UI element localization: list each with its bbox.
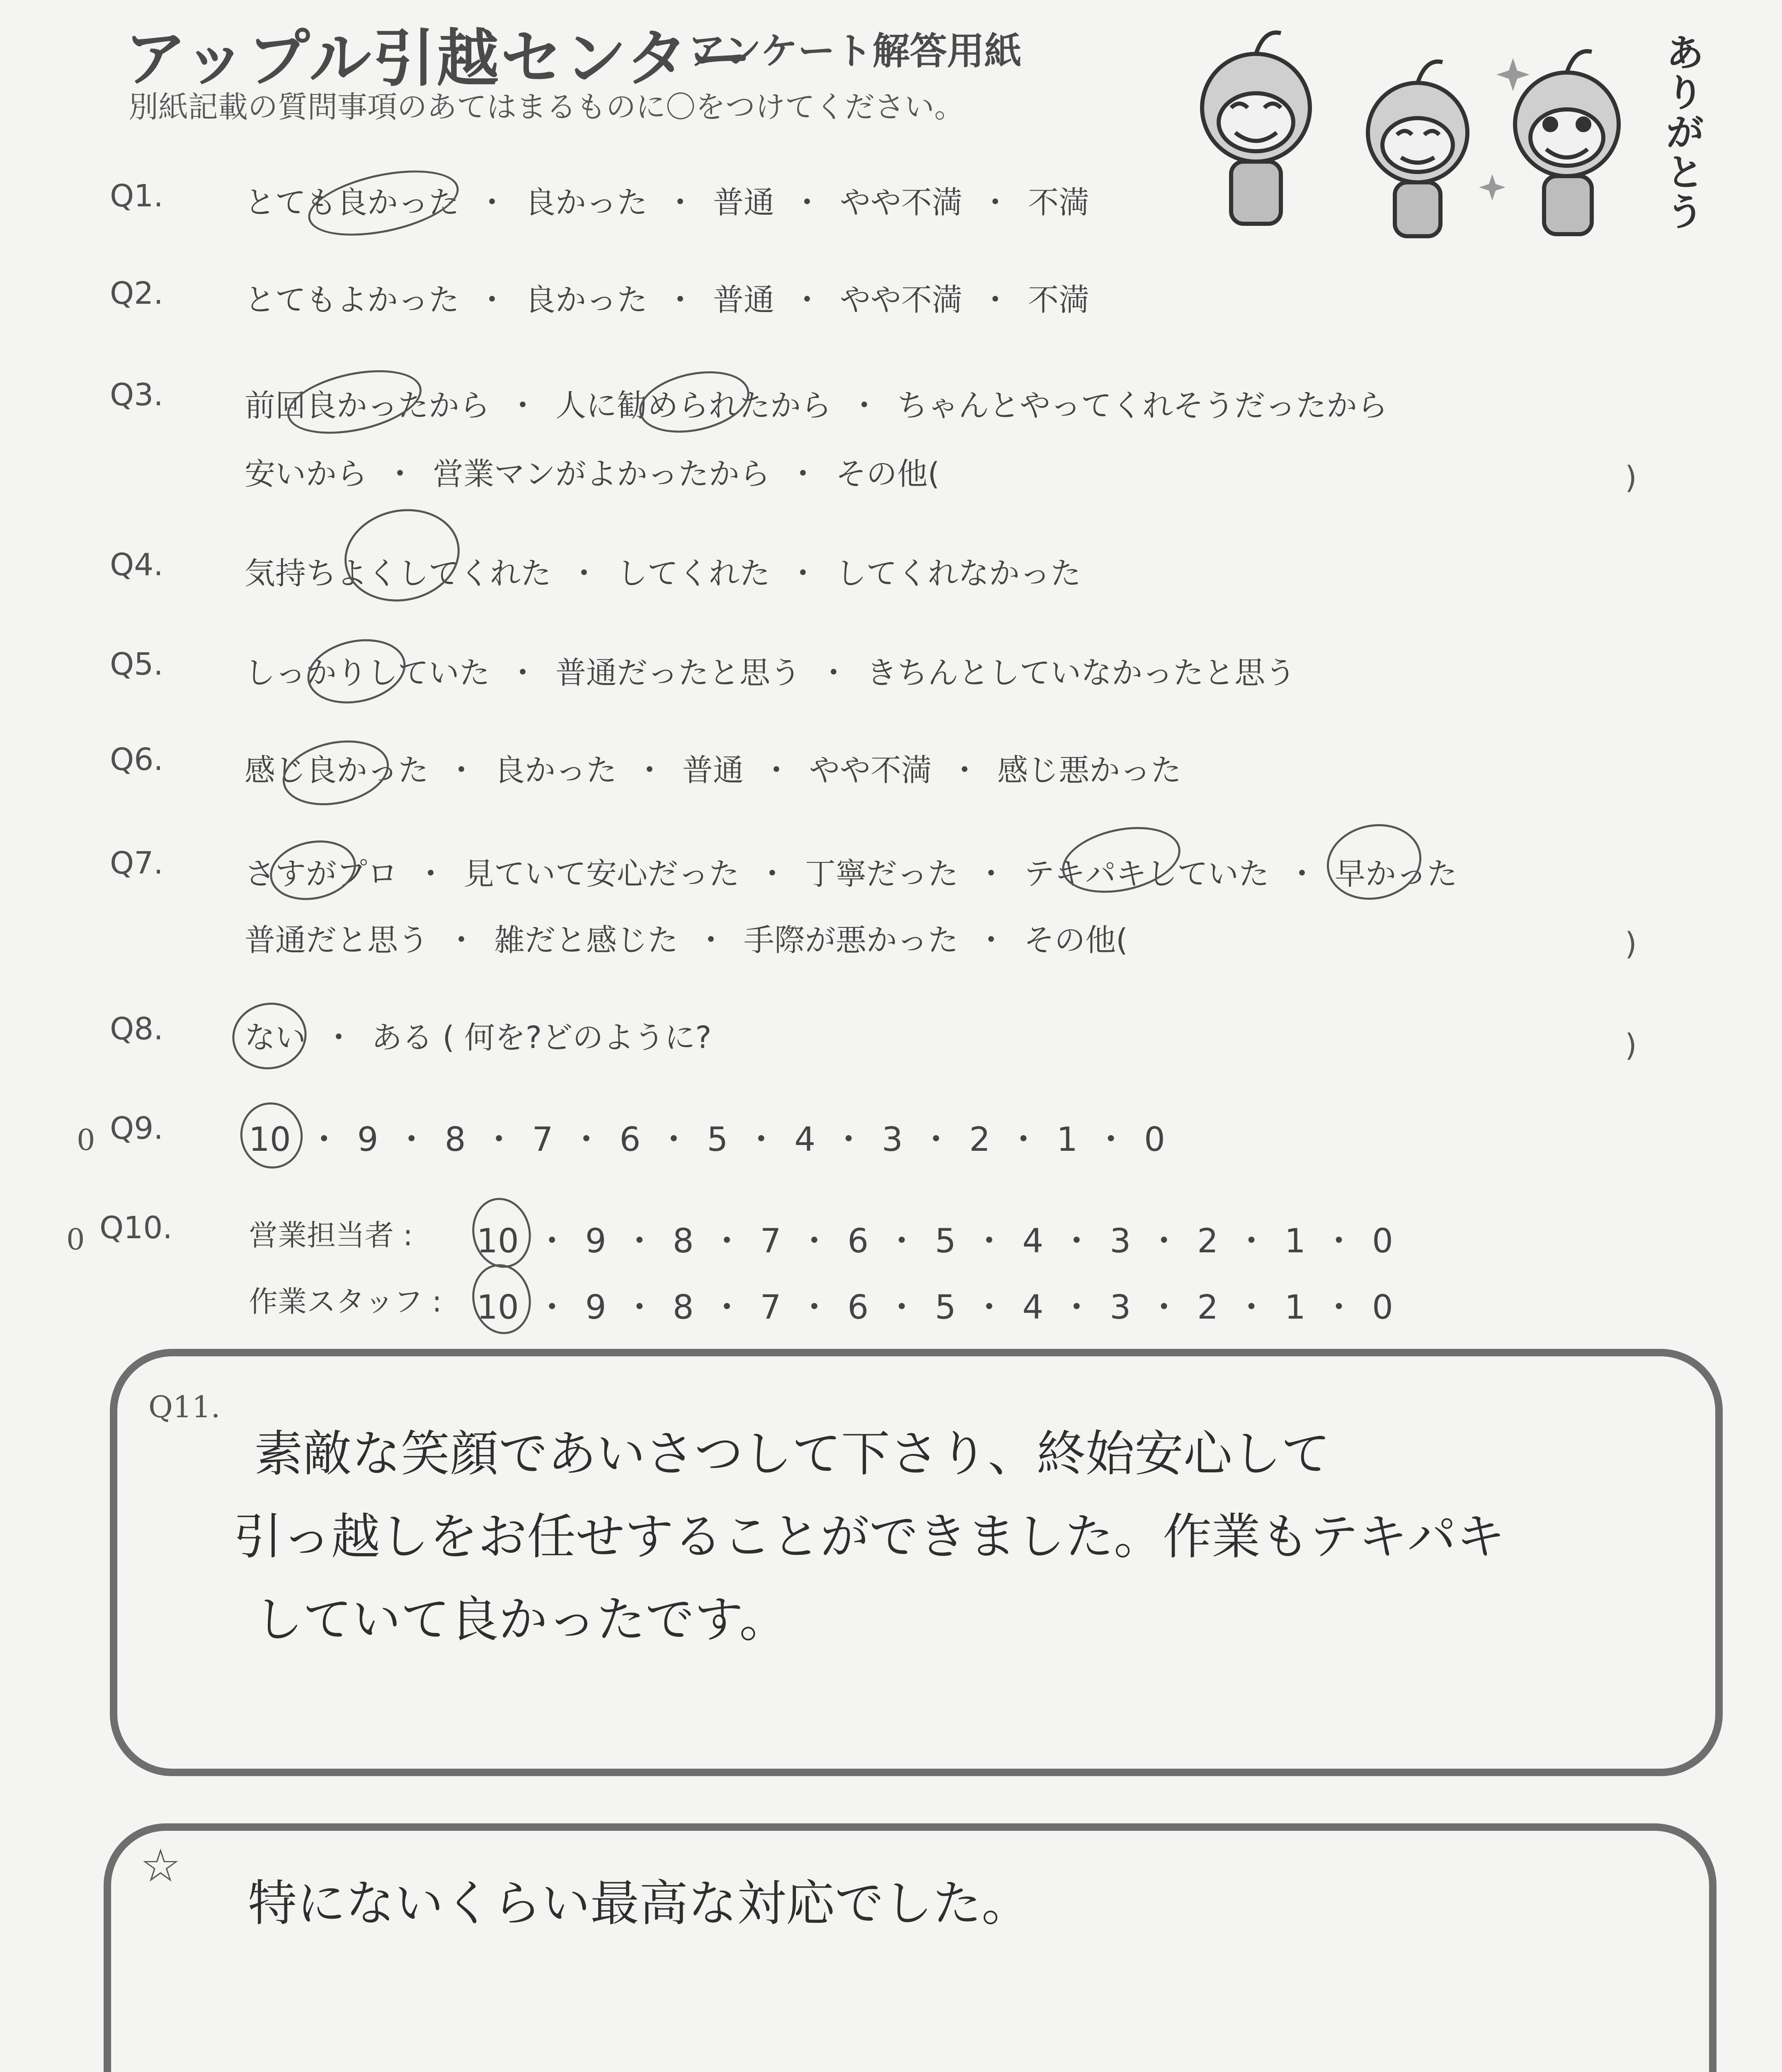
q3-option[interactable]: ちゃんとやってくれそうだったから	[897, 388, 1388, 424]
q9-score[interactable]: 6	[619, 1120, 641, 1159]
q9-score[interactable]: 0	[1144, 1120, 1165, 1159]
q10-label: Q10.	[99, 1210, 172, 1246]
q11-comment-box[interactable]	[110, 1349, 1723, 1776]
q3-options-line2: 安いから ・ 営業マンがよかったから ・ その他(	[245, 456, 940, 492]
q10-staff-score[interactable]: 8	[672, 1288, 694, 1326]
q10-staff-score[interactable]: 6	[847, 1288, 869, 1326]
extra-comment-text: 特にないくらい最高な対応でした。	[248, 1875, 1031, 1932]
q7-option[interactable]: 早かった	[1335, 856, 1457, 892]
q10-sales-score[interactable]: 6	[847, 1222, 869, 1260]
q3-label: Q3.	[110, 377, 163, 413]
instruction-text: 別紙記載の質問事項のあてはまるものに〇をつけてください。	[128, 90, 965, 124]
monkey-mascots-illustration	[1152, 25, 1704, 240]
q4-options: 気持ちよくしてくれた ・ してくれた ・ してくれなかった	[245, 556, 1081, 591]
q10-staff-score[interactable]: 2	[1197, 1288, 1219, 1326]
q3-option[interactable]: 営業マンがよかったから	[433, 456, 770, 492]
q10-sales-score[interactable]: 5	[935, 1222, 956, 1260]
extra-comment-box[interactable]	[104, 1823, 1717, 2072]
q6-options: 感じ良かった ・ 良かった ・ 普通 ・ やや不満 ・ 感じ悪かった	[245, 753, 1181, 788]
q11-comment-line: していて良かったです。	[254, 1591, 788, 1648]
q3-selection-circle	[281, 359, 427, 445]
q1-option[interactable]: とても良かった	[245, 185, 459, 220]
q6-option[interactable]: 良かった	[494, 753, 617, 788]
q10-sales-score[interactable]: 10	[477, 1222, 519, 1260]
q2-label: Q2.	[110, 276, 163, 311]
q7-option[interactable]: さすがプロ	[245, 856, 398, 892]
q11-comment-line: 素敵な笑顔であいさつして下さり、終始安心して	[254, 1425, 1331, 1482]
q7-option[interactable]: テキパキしていた	[1024, 856, 1269, 892]
q7-paren-close: )	[1625, 926, 1637, 962]
q5-option[interactable]: しっかりしていた	[245, 655, 490, 691]
q10-sales-score[interactable]: 4	[1022, 1222, 1044, 1260]
q8-selection-circle	[226, 996, 313, 1076]
q4-option[interactable]: 気持ちよくしてくれた	[245, 556, 551, 591]
q10-sales-score[interactable]: 3	[1110, 1222, 1131, 1260]
q3-paren-close: )	[1625, 460, 1637, 496]
q2-options: とてもよかった ・ 良かった ・ 普通 ・ やや不満 ・ 不満	[245, 282, 1089, 318]
q9-label: Q9.	[110, 1111, 163, 1146]
q5-selection-circle	[301, 631, 412, 712]
q10-staff-score[interactable]: 3	[1110, 1288, 1131, 1326]
q4-selection-circle	[336, 499, 468, 612]
q1-option[interactable]: やや不満	[840, 185, 963, 220]
q6-option[interactable]: 感じ良かった	[245, 753, 429, 788]
q10-staff-score[interactable]: 7	[760, 1288, 781, 1326]
q6-option[interactable]: 普通	[682, 753, 744, 788]
q5-label: Q5.	[110, 646, 163, 682]
q10-staff-score[interactable]: 4	[1022, 1288, 1044, 1326]
q1-options: とても良かった ・ 良かった ・ 普通 ・ やや不満 ・ 不満	[245, 185, 1089, 220]
q3-option[interactable]: その他(	[836, 456, 940, 492]
q3-option[interactable]: 人に勧められたから	[555, 388, 832, 424]
q10-staff-score[interactable]: 9	[585, 1288, 606, 1326]
q10-sales-label: 営業担当者 :	[249, 1218, 413, 1252]
q1-selection-circle	[302, 159, 464, 247]
q6-option[interactable]: やや不満	[809, 753, 932, 788]
company-name: アップル引越センター	[124, 23, 754, 95]
q7-option[interactable]: 見ていて安心だった	[463, 856, 739, 892]
q2-option[interactable]: 普通	[713, 282, 774, 318]
q10-sales-score[interactable]: 8	[672, 1222, 694, 1260]
q9-score[interactable]: 8	[444, 1120, 466, 1159]
q2-option[interactable]: とてもよかった	[245, 282, 459, 318]
q3-option[interactable]: 安いから	[245, 456, 367, 492]
q7-selection-circle	[1320, 816, 1428, 908]
q7-options-line2: 普通だと思う ・ 雑だと感じた ・ 手際が悪かった ・ その他(	[245, 922, 1128, 958]
mascot-thanks-text: ありがとう	[1666, 31, 1704, 234]
q9-score[interactable]: 7	[532, 1120, 553, 1159]
q10-staff-score[interactable]: 5	[935, 1288, 956, 1326]
q10-staff-label: 作業スタッフ :	[249, 1285, 442, 1319]
q10-staff-score[interactable]: 10	[477, 1288, 519, 1326]
q9-mark: 0	[77, 1123, 95, 1157]
q10-staff-scale: 10 ・ 9 ・ 8 ・ 7 ・ 6 ・ 5 ・ 4 ・ 3 ・ 2 ・ 1 ・ 0	[477, 1288, 1393, 1326]
q10-sales-score[interactable]: 9	[585, 1222, 606, 1260]
q6-label: Q6.	[110, 742, 163, 777]
q8-option[interactable]: ある ( 何を?どのように?	[371, 1020, 712, 1055]
q10-sales-score[interactable]: 1	[1285, 1222, 1306, 1260]
q9-score[interactable]: 3	[882, 1120, 903, 1159]
q5-option[interactable]: きちんとしていなかったと思う	[866, 655, 1296, 691]
q10-staff-score[interactable]: 0	[1372, 1288, 1393, 1326]
q7-option[interactable]: 普通だと思う	[245, 922, 429, 958]
q3-option[interactable]: 前回良かったから	[245, 388, 490, 424]
q3-options-line1: 前回良かったから ・ 人に勧められたから ・ ちゃんとやってくれそうだったから	[245, 388, 1388, 424]
q7-selection-circle	[264, 833, 362, 908]
q11-label: Q11.	[148, 1389, 221, 1424]
q1-option[interactable]: 不満	[1028, 185, 1089, 220]
q2-option[interactable]: 不満	[1028, 282, 1089, 318]
q3-selection-circle	[633, 362, 755, 442]
q9-score[interactable]: 5	[707, 1120, 728, 1159]
q9-score[interactable]: 10	[249, 1120, 291, 1159]
q8-options: ない ・ ある ( 何を?どのように?	[245, 1020, 712, 1055]
q6-option[interactable]: 感じ悪かった	[997, 753, 1181, 788]
q4-label: Q4.	[110, 547, 163, 583]
q10-sales-score[interactable]: 0	[1372, 1222, 1393, 1260]
q7-label: Q7.	[110, 845, 163, 881]
q1-option[interactable]: 普通	[713, 185, 774, 220]
q11-comment-line: 引っ越しをお任せすることができました。作業もテキパキ	[233, 1508, 1506, 1565]
q10-mark: 0	[66, 1222, 85, 1256]
q8-label: Q8.	[110, 1011, 163, 1047]
q7-options-line1: さすがプロ ・ 見ていて安心だった ・ 丁寧だった ・ テキパキしていた ・ 早かった	[245, 856, 1457, 892]
q5-options: しっかりしていた ・ 普通だったと思う ・ きちんとしていなかったと思う	[245, 655, 1296, 691]
q7-option[interactable]: その他(	[1024, 922, 1128, 958]
q1-label: Q1.	[110, 178, 163, 214]
q8-option[interactable]: ない	[245, 1020, 306, 1055]
q7-option[interactable]: 手際が悪かった	[744, 922, 958, 958]
q9-selection-circle	[234, 1097, 309, 1174]
q4-option[interactable]: してくれた	[617, 556, 770, 591]
q1-option[interactable]: 良かった	[525, 185, 647, 220]
star-icon: ☆	[140, 1839, 181, 1892]
q9-score[interactable]: 2	[969, 1120, 991, 1159]
q7-option[interactable]: 雑だと感じた	[494, 922, 678, 958]
q9-score[interactable]: 4	[794, 1120, 816, 1159]
q10-sales-score[interactable]: 7	[760, 1222, 781, 1260]
q4-option[interactable]: してくれなかった	[836, 556, 1081, 591]
q8-paren-close: )	[1625, 1028, 1637, 1063]
q10-staff-score[interactable]: 1	[1285, 1288, 1306, 1326]
q7-option[interactable]: 丁寧だった	[805, 856, 958, 892]
q2-option[interactable]: 良かった	[525, 282, 647, 318]
q5-option[interactable]: 普通だったと思う	[555, 655, 801, 691]
q9-scale: 10 ・ 9 ・ 8 ・ 7 ・ 6 ・ 5 ・ 4 ・ 3 ・ 2 ・ 1 ・ 0	[249, 1120, 1165, 1159]
q10-sales-scale: 10 ・ 9 ・ 8 ・ 7 ・ 6 ・ 5 ・ 4 ・ 3 ・ 2 ・ 1 ・ 0	[477, 1222, 1393, 1260]
form-title: アンケート解答用紙	[688, 29, 1022, 73]
q9-score[interactable]: 1	[1057, 1120, 1078, 1159]
q9-score[interactable]: 9	[357, 1120, 378, 1159]
q6-selection-circle	[276, 731, 395, 815]
q10-sales-score[interactable]: 2	[1197, 1222, 1219, 1260]
q2-option[interactable]: やや不満	[840, 282, 963, 318]
